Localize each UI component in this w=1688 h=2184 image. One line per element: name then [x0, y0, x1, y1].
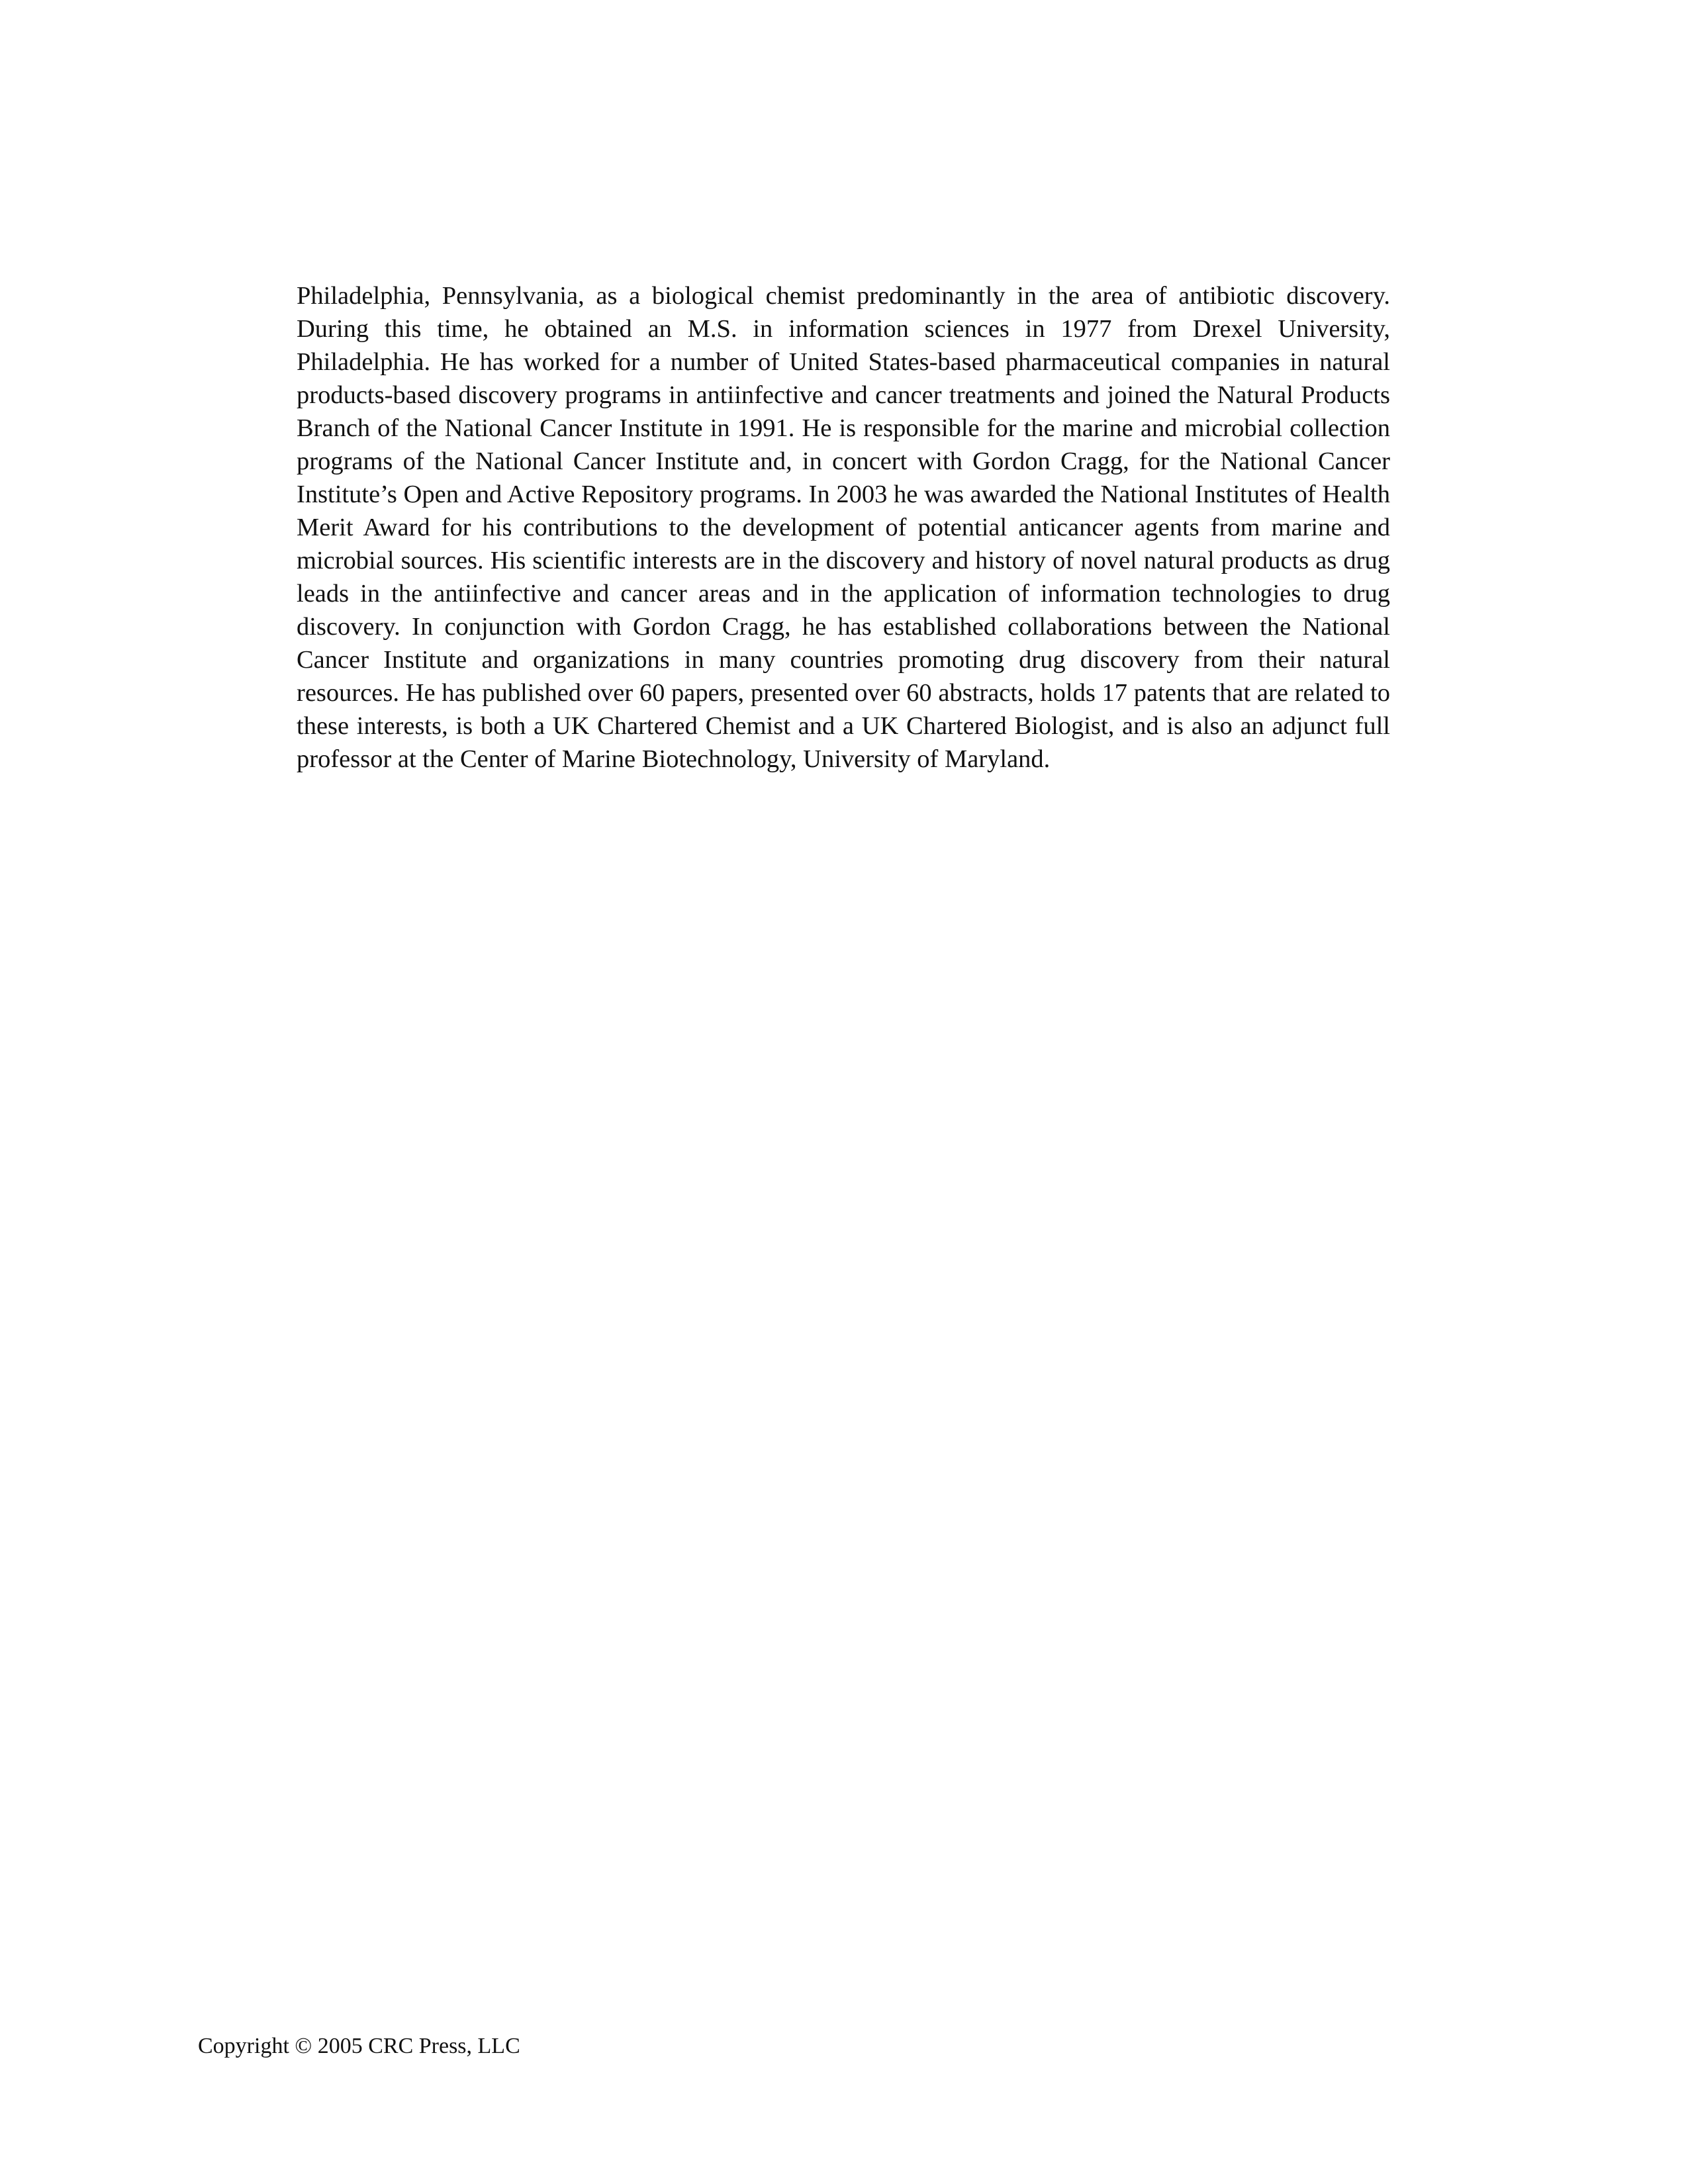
biography-paragraph: Philadelphia, Pennsylvania, as a biological chemist predominantly in the area of antibiotic discovery. During this time, he obtained an M.S. in information sciences in 1977 from Drexel University, Philadelphia. He has worked for a number of United States-based pharmaceutical companies in natural products-based discovery programs in antiinfective and cancer treatments and joined the Natural Products Branch of the National Cancer Institute in 1991. He is responsible for the marine and microbial collection programs of the National Cancer Institute and, in concert with Gordon Cragg, for the National Cancer Institute’s Open and Active Repository programs. In 2003 he was awarded the National Institutes of Health Merit Award for his contributions to the development of potential anticancer agents from marine and microbial sources. His scientific interests are in the discovery and history of novel natural products as drug leads in the antiinfective and cancer areas and in the application of information technologies to drug discovery. In conjunction with Gordon Cragg, he has established collaborations between the National Cancer Institute and organizations in many countries promoting drug discovery from their natural resources. He has published over 60 papers, presented over 60 abstracts, holds 17 patents that are related to these interests, is both a UK Chartered Chemist and a UK Chartered Biologist, and is also an adjunct full professor at the Center of Marine Biotechnology, University of Maryland. — [297, 282, 1390, 773]
copyright-footer: Copyright © 2005 CRC Press, LLC — [198, 2034, 520, 2058]
